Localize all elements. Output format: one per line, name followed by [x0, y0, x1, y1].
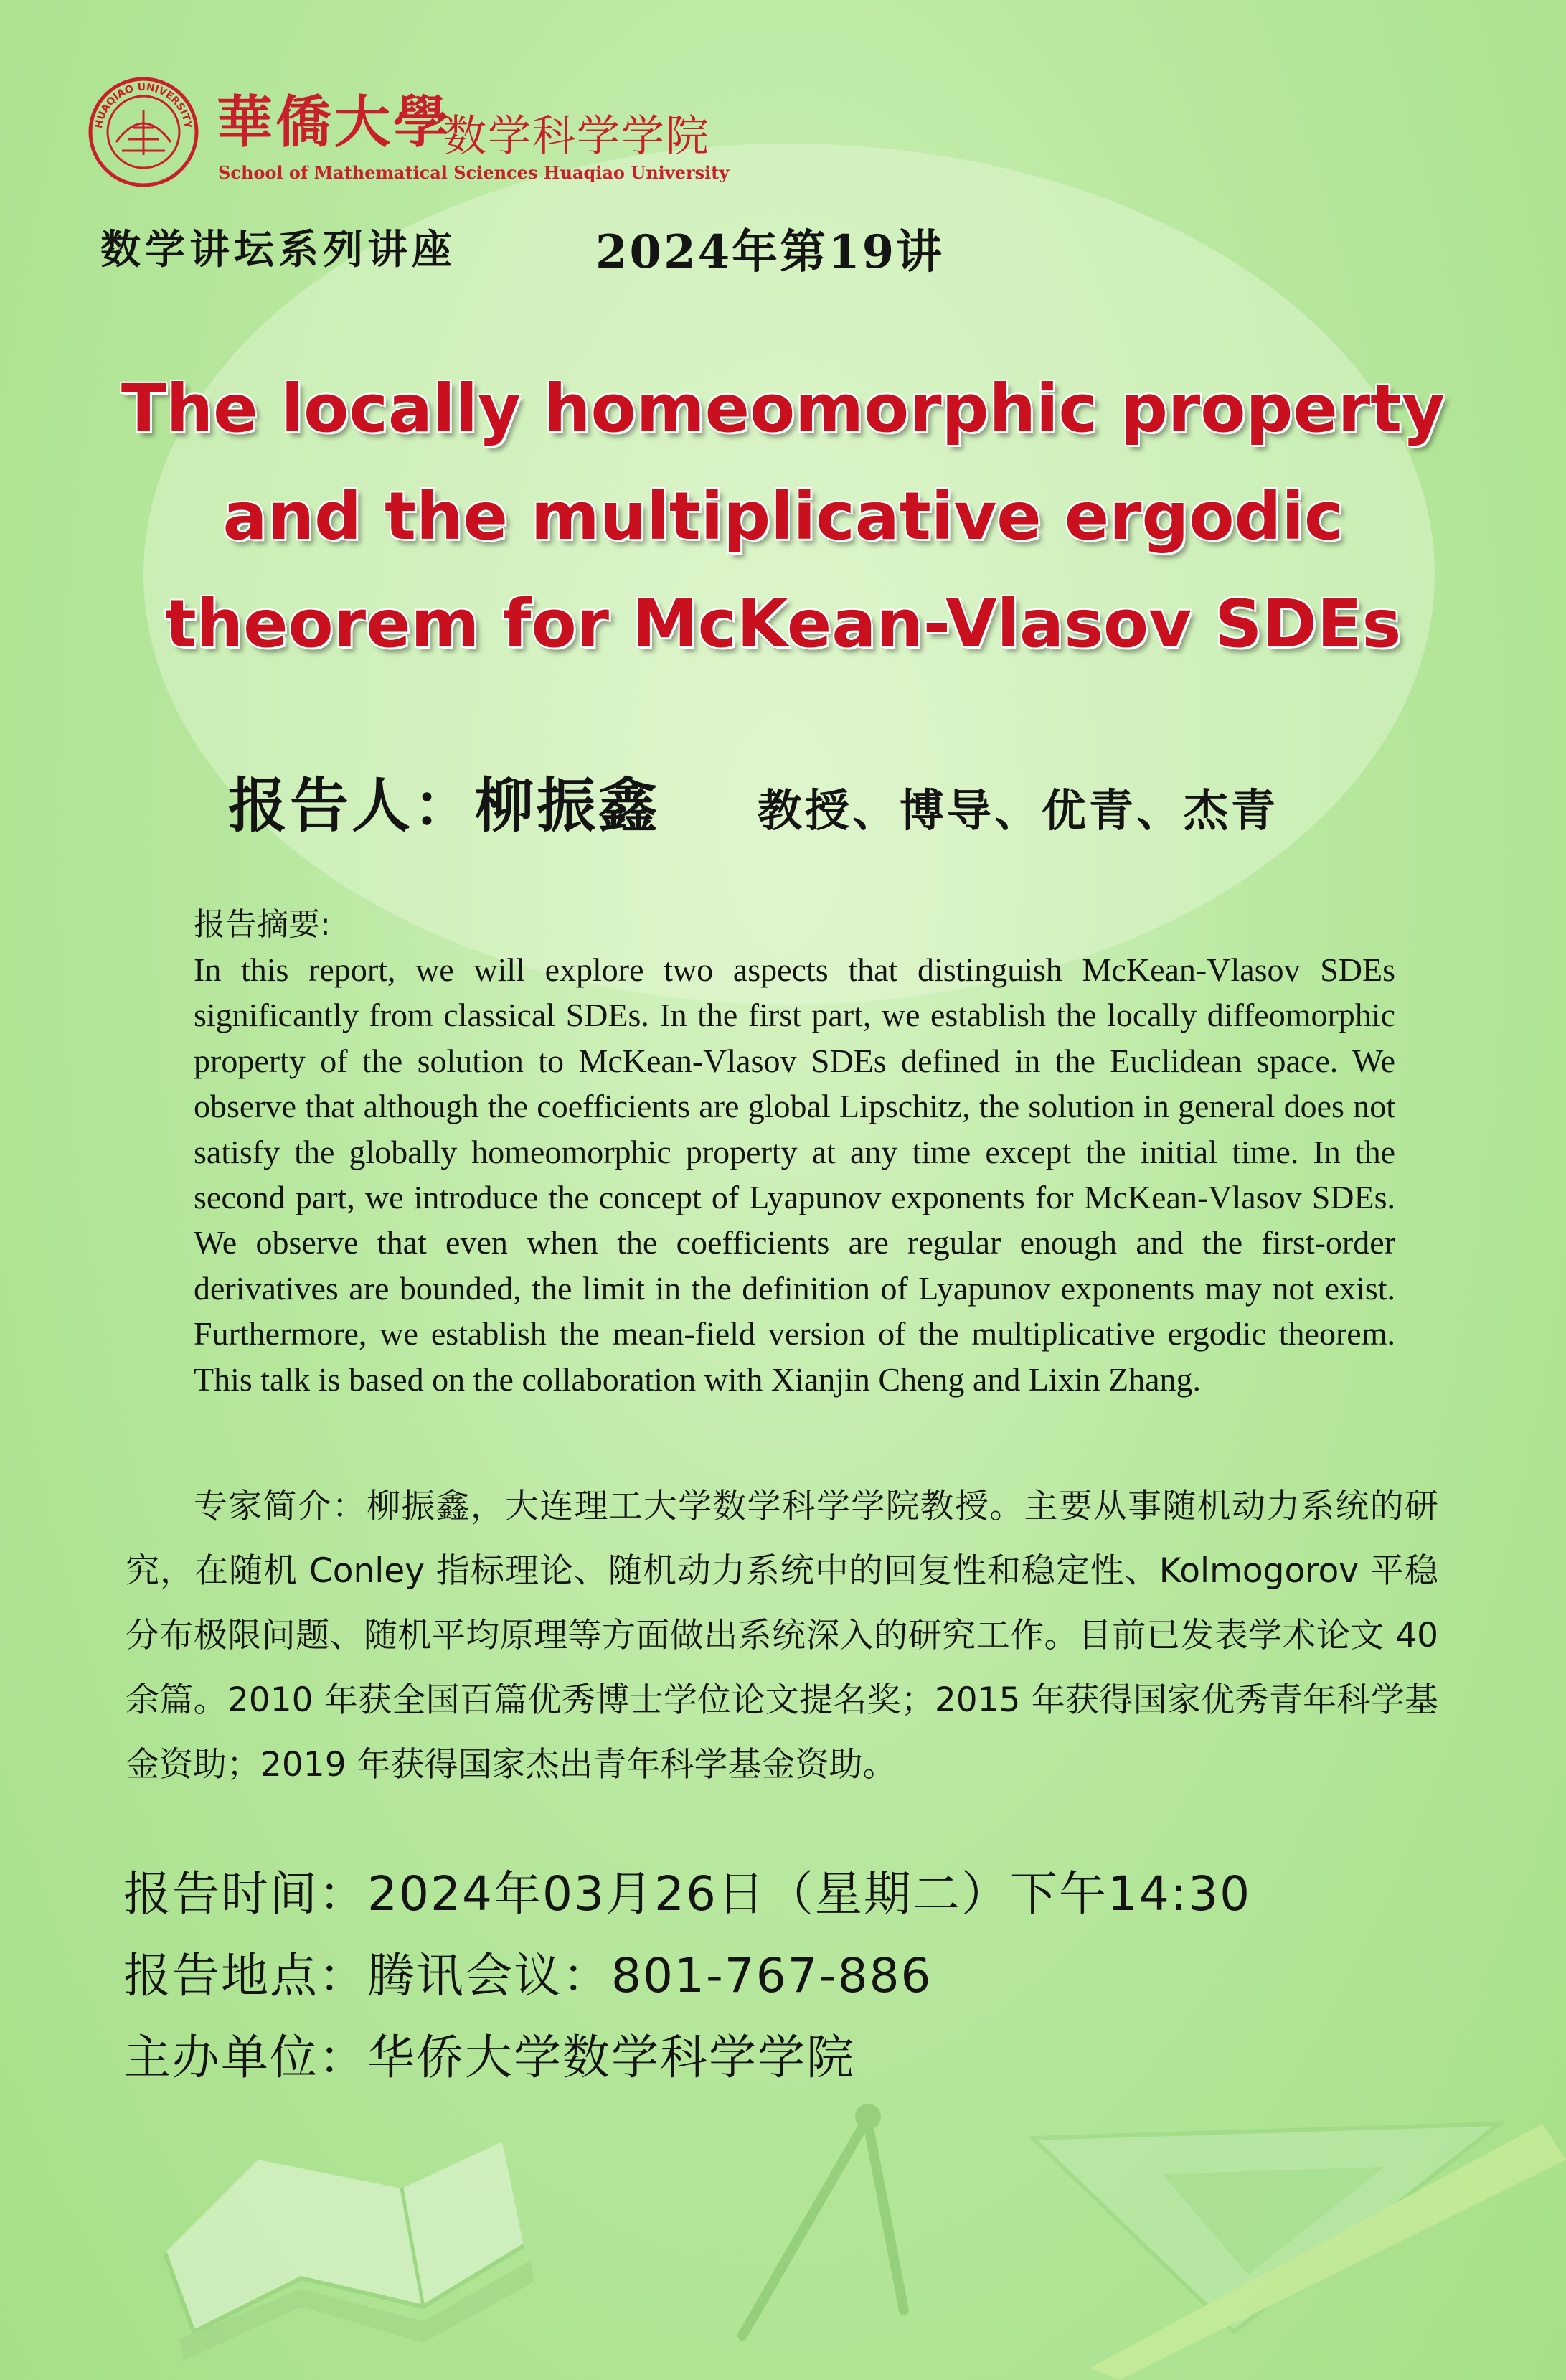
lecture-series-issue: 2024年第19讲 [595, 225, 945, 279]
abstract-text: In this report, we will explore two aspects that distinguish McKean-Vlasov SDEs significantly from classical SDEs. In the first part, we establish the locally diffeomorphic property of the solution to McKean-Vlasov SDEs defined in the Euclidean space. We observe that although the coefficients are global Lipschitz, the solution in general does not satisfy the globally homeomorphic property at any time except the initial time. In the second part, we introduce the concept of Lyapunov exponents for McKean-Vlasov SDEs. We observe that even when the coefficients are regular enough and the first-order derivatives are bounded, the limit in the definition of Lyapunov exponents may not exist. Furthermore, we establish the mean-field version of the multiplicative ergodic theorem. This talk is based on the collaboration with Xianjin Cheng and Lixin Zhang. [194, 951, 1395, 1398]
ruler-illustration [1033, 2124, 1566, 2380]
school-name-cn: 数学科学学院 [443, 111, 710, 161]
abstract-label: 报告摘要: [194, 906, 331, 943]
lecture-series-name: 数学讲坛系列讲座 [100, 227, 456, 273]
speaker-titles: 教授、博导、优青、杰青 [758, 784, 1279, 837]
svg-text:HUAQIAO UNIVERSITY: HUAQIAO UNIVERSITY [93, 81, 194, 130]
book-illustration [165, 2142, 534, 2361]
speaker-name: 报告人：柳振鑫 [228, 772, 661, 840]
university-seal-logo [88, 76, 199, 188]
university-name: 華僑大學 [217, 90, 453, 155]
compass-illustration [742, 2104, 904, 2336]
school-name-en: School of Mathematical Sciences Huaqiao University [218, 162, 730, 183]
talk-host: 主办单位：华侨大学数学科学学院 [123, 2030, 855, 2085]
talk-title: The locally homeomorphic property and the multiplicative ergodic theorem for McKean-Vlasov SDEs [121, 370, 1445, 662]
talk-venue: 报告地点：腾讯会议：801-767-886 [123, 1948, 933, 2003]
speaker-bio: 专家简介：柳振鑫，大连理工大学数学科学学院教授。主要从事随机动力系统的研究，在随机 Conley 指标理论、随机动力系统中的回复性和稳定性、Kolmogorov 平稳分布极限问题、随机平均原理等方面做出系统深入的研究工作。目前已发表学术论文 40 余篇。2010 年获全国百篇优秀博士学位论文提名奖；2015 年获得国家优秀青年科学基金资助；2019 年获得国家杰出青年科学基金资助。 [126, 1487, 1438, 1784]
talk-time: 报告时间：2024年03月26日（星期二）下午14:30 [123, 1866, 1252, 1922]
